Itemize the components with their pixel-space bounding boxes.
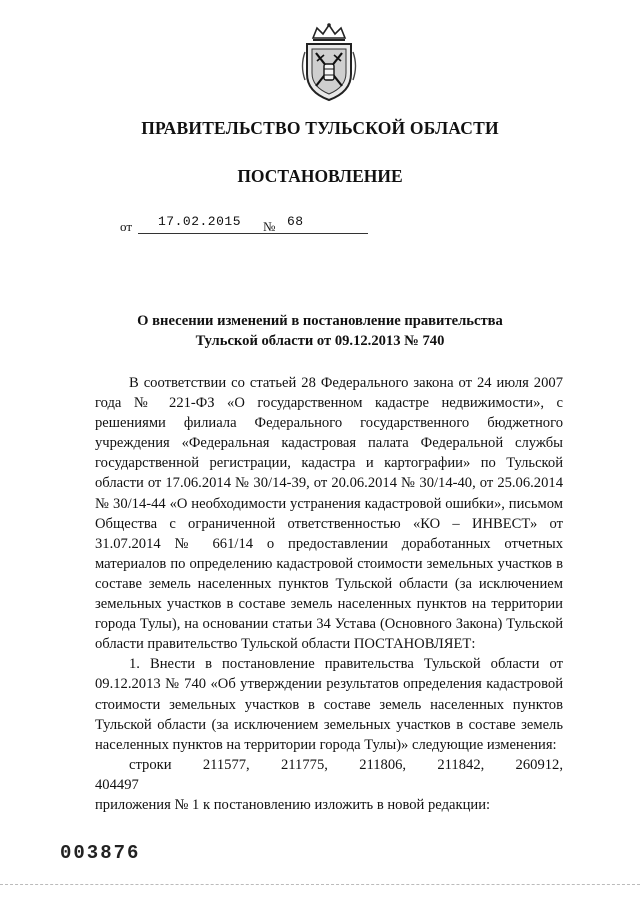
body-paragraph-2: 1. Внести в постановление правительства Тульской области от 09.12.2013 № 740 «Об утверждении результатов определения кадастровой стоимости земельных участков в составе земель населенных пунктов Тульской области (за исключением земельных участков в составе земель населенных пунктов на территории города Тулы)» следующие изменения: <box>95 656 563 753</box>
body-paragraph-1: В соответствии со статьей 28 Федерального закона от 24 июля 2007 года № 221-ФЗ «О государственном кадастре недвижимости», с решениями филиала Федерального государственного бюджетного учреждения «Федеральная кадастровая палата Федеральной службы государственной регистрации, кадастра и картографии» по Тульской области от 17.06.2014 № 30/14-39, от 20.06.2014 № 30/14-40, от 25.06.2014 № 30/14-44 «О необходимости устранения кадастровой ошибки», письмом Общества с ограниченной ответственностью «КО – ИНВЕСТ» от 31.07.2014 № 661/14 о предоставлении доработанных отчетных материалов по определению кадастровой стоимости земельных участков в составе земель населенных пунктов Тульской области (за исключением земельных участков в составе земель населенных пунктов на территории города Тулы), на основании статьи 34 Устава (Основного Закона) Тульской области правительство Тульской области ПОСТАНОВЛЯЕТ: <box>95 375 563 653</box>
document-body <box>95 373 563 815</box>
number-value: 68 <box>287 214 304 229</box>
body-paragraph-3-line-1: строки 211577, 211775, 211806, 211842, 260912, 404497 <box>95 756 563 793</box>
date-value: 17.02.2015 <box>158 214 242 229</box>
date-label: от <box>120 219 133 234</box>
serial-number-stamp: 003876 <box>60 842 141 864</box>
coat-of-arms-icon <box>297 22 361 102</box>
subject-line-1: О внесении изменений в постановление правительства <box>137 313 503 329</box>
date-underline <box>138 233 278 234</box>
document-subject <box>0 311 640 351</box>
number-label: № <box>263 219 276 234</box>
subject-line-2: Тульской области от 09.12.2013 № 740 <box>195 333 445 349</box>
document-type-title: ПОСТАНОВЛЕНИЕ <box>237 166 403 186</box>
body-paragraph-3-line-2: приложения № 1 к постановлению изложить в новой редакции: <box>95 796 491 813</box>
organization-title: ПРАВИТЕЛЬСТВО ТУЛЬСКОЙ ОБЛАСТИ <box>141 118 499 138</box>
number-underline <box>278 233 368 234</box>
scan-edge-divider <box>0 884 640 889</box>
